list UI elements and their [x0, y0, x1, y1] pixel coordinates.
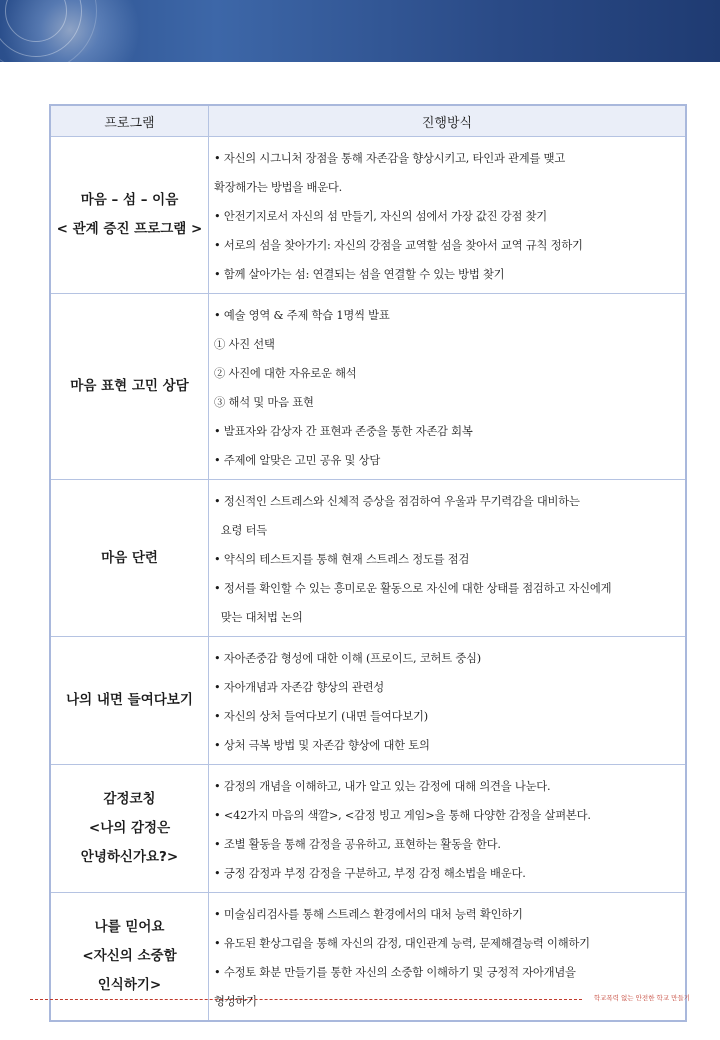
program-table	[49, 104, 687, 1022]
program-method-cell	[209, 294, 687, 480]
program-method-cell	[209, 765, 687, 893]
table-row	[50, 294, 686, 480]
method-line: • 서로의 섬을 찾아가기: 자신의 강점을 교역할 섬을 찾아서 교역 규칙 정하기	[214, 239, 583, 252]
table-row	[50, 637, 686, 765]
method-line: 요령 터득	[214, 524, 268, 537]
method-line: • 조별 활동을 통해 감정을 공유하고, 표현하는 활동을 한다.	[214, 838, 501, 851]
method-line: • 정신적인 스트레스와 신체적 증상을 점검하여 우울과 무기력감을 대비하는	[214, 495, 580, 508]
footer-divider	[30, 999, 582, 1000]
method-line: ① 사진 선택	[214, 338, 275, 351]
program-name-line: 마음 단련	[101, 549, 158, 566]
method-line: • 정서를 확인할 수 있는 흥미로운 활동으로 자신에 대한 상태를 점검하고 자신에게	[214, 582, 612, 595]
method-line: • 자아개념과 자존감 향상의 관련성	[214, 681, 385, 694]
program-method-cell	[209, 637, 687, 765]
method-line: • 발표자와 감상자 간 표현과 존중을 통한 자존감 회복	[214, 425, 473, 438]
header-method: 진행방식	[209, 105, 687, 137]
program-name-cell	[50, 893, 209, 1022]
table-row	[50, 893, 686, 1022]
program-method-cell	[209, 480, 687, 637]
footer-text: 학교폭력 없는 안전한 학교 만들기	[593, 994, 690, 1002]
method-line: • 미술심리검사를 통해 스트레스 환경에서의 대처 능력 확인하기	[214, 908, 523, 921]
program-name-cell	[50, 480, 209, 637]
program-name-line: 나의 내면 들여다보기	[66, 692, 193, 708]
method-line: • 안전기지로서 자신의 섬 만들기, 자신의 섬에서 가장 값진 강점 찾기	[214, 210, 548, 223]
program-name-cell	[50, 137, 209, 294]
table-header-row	[50, 105, 686, 137]
table-row	[50, 765, 686, 893]
method-line: • 감정의 개념을 이해하고, 내가 알고 있는 감정에 대해 의견을 나눈다.	[214, 780, 551, 793]
method-line: • <42가지 마음의 색깔>, <감정 빙고 게임>을 통해 다양한 감정을 살펴본다.	[214, 809, 591, 822]
program-name-line: 나를 믿어요	[94, 919, 165, 935]
program-name-line: < 관계 증진 프로그램 >	[56, 221, 203, 237]
method-line: 형성하기	[214, 995, 257, 1008]
program-name-line: 인식하기>	[97, 977, 162, 993]
program-name-cell	[50, 294, 209, 480]
method-line: • 자아존중감 형성에 대한 이해 (프로이드, 코허트 중심)	[214, 652, 481, 665]
method-line: 확장해가는 방법을 배운다.	[214, 181, 343, 194]
header-program: 프로그램	[50, 105, 209, 137]
program-name-line: 마음 – 섬 – 이음	[80, 192, 179, 208]
method-line: • 자신의 상처 들여다보기 (내면 들여다보기)	[214, 710, 428, 723]
method-line: • 상처 극복 방법 및 자존감 향상에 대한 토의	[214, 739, 430, 752]
program-name-cell	[50, 765, 209, 893]
method-line: • 함께 살아가는 섬: 연결되는 섬을 연결할 수 있는 방법 찾기	[214, 268, 505, 281]
table-row	[50, 480, 686, 637]
program-name-line: <자신의 소중함	[82, 948, 177, 964]
top-banner	[0, 0, 720, 62]
method-line: ③ 해석 및 마음 표현	[214, 396, 314, 409]
program-name-line: <나의 감정은	[88, 820, 171, 836]
method-line: • 주제에 알맞은 고민 공유 및 상담	[214, 454, 381, 467]
program-name-line: 감정코칭	[103, 791, 156, 807]
program-name-cell	[50, 637, 209, 765]
table-row	[50, 137, 686, 294]
program-name-line: 안녕하신가요?>	[80, 849, 179, 865]
method-line: • 자신의 시그니처 장점을 통해 자존감을 향상시키고, 타인과 관계를 맺고	[214, 152, 566, 165]
method-line: • 예술 영역 & 주제 학습 1명씩 발표	[214, 309, 390, 322]
program-method-cell	[209, 137, 687, 294]
method-line: 맞는 대처법 논의	[214, 611, 303, 624]
method-line: • 유도된 환상그림을 통해 자신의 감정, 대인관계 능력, 문제해결능력 이해하기	[214, 937, 590, 950]
method-line: • 약식의 테스트지를 통해 현재 스트레스 정도를 점검	[214, 553, 470, 566]
method-line: • 긍정 감정과 부정 감정을 구분하고, 부정 감정 해소법을 배운다.	[214, 867, 526, 880]
program-name-line: 마음 표현 고민 상담	[70, 378, 189, 394]
method-line: ② 사진에 대한 자유로운 해석	[214, 367, 357, 380]
method-line: • 수정토 화분 만들기를 통한 자신의 소중함 이해하기 및 긍정적 자아개념을	[214, 966, 576, 979]
